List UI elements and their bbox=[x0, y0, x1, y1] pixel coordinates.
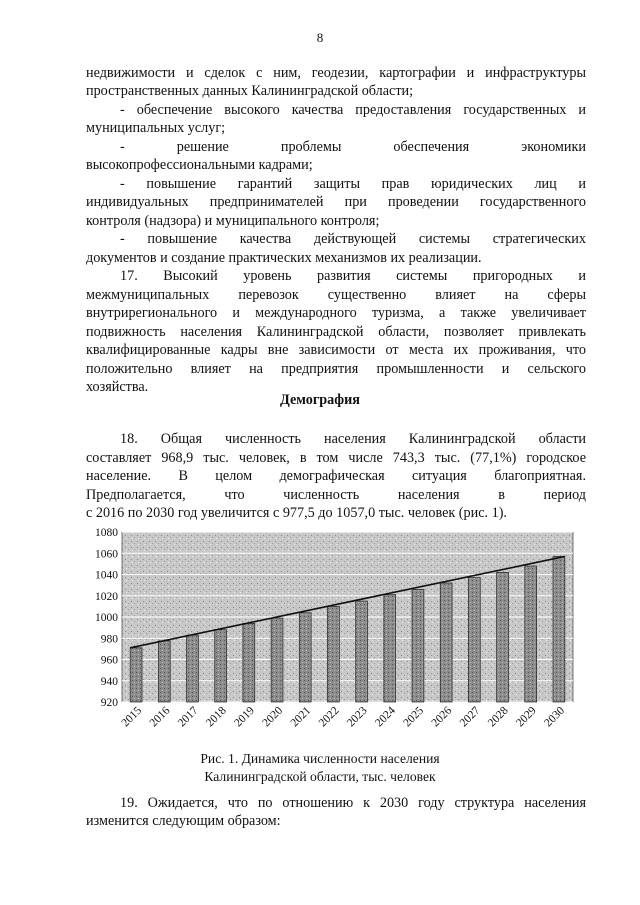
bar bbox=[440, 583, 452, 702]
list-item-line: - повышение качества действующей системы стратегических bbox=[120, 231, 586, 247]
body-line: пространственных данных Калининградской области; bbox=[86, 83, 414, 99]
x-tick-label: 2023 bbox=[344, 704, 370, 730]
body-line: с 2016 по 2030 год увеличится с 977,5 до 1057,0 тыс. человек (рис. 1). bbox=[86, 505, 507, 521]
body-line: документов и создание практических механизмов их реализации. bbox=[86, 250, 482, 266]
x-tick-label: 2016 bbox=[147, 704, 173, 730]
x-tick-label: 2028 bbox=[485, 704, 511, 730]
body-line: контроля (надзора) и муниципального контроля; bbox=[86, 213, 380, 229]
body-line: индивидуальных предпринимателей при проведении государственного bbox=[86, 194, 586, 210]
x-tick-label: 2021 bbox=[288, 704, 314, 730]
body-line: хозяйства. bbox=[86, 379, 149, 395]
figure-caption bbox=[0, 750, 640, 786]
bar bbox=[271, 618, 283, 702]
bar bbox=[468, 578, 480, 702]
body-line: внутрирегионального и международного туризма, а также увеличивает bbox=[86, 305, 586, 321]
body-line: недвижимости и сделок с ним, геодезии, картографии и инфраструктуры bbox=[86, 65, 586, 81]
body-line: межмуниципальных перевозок существенно влияет на сферы bbox=[86, 287, 586, 303]
x-tick-label: 2024 bbox=[373, 704, 398, 730]
bar bbox=[412, 589, 424, 702]
x-tick-label: 2018 bbox=[204, 704, 229, 730]
y-tick-label: 980 bbox=[100, 633, 118, 646]
y-tick-label: 1020 bbox=[95, 590, 118, 603]
y-tick-label: 940 bbox=[100, 675, 118, 688]
body-line: население. В целом демографическая ситуация благоприятная. bbox=[86, 468, 586, 484]
list-item-line: - повышение гарантий защиты прав юридических лиц и bbox=[120, 176, 586, 192]
bar bbox=[299, 613, 311, 702]
population-bar-chart bbox=[88, 528, 583, 740]
body-line: положительно влияет на предприятия промышленности и сельского bbox=[86, 361, 586, 377]
page-number: 8 bbox=[316, 30, 324, 45]
x-tick-label: 2015 bbox=[119, 704, 145, 730]
body-line: изменится следующим образом: bbox=[86, 813, 281, 829]
caption-line-2: Калининградской области, тыс. человек bbox=[204, 769, 436, 784]
x-tick-label: 2030 bbox=[542, 704, 568, 730]
x-tick-label: 2022 bbox=[316, 704, 342, 730]
x-tick-label: 2020 bbox=[260, 704, 286, 730]
population-chart bbox=[88, 528, 583, 740]
body-line: высокопрофессиональными кадрами; bbox=[86, 157, 313, 173]
bar bbox=[553, 556, 565, 702]
bar bbox=[327, 606, 339, 702]
y-tick-label: 1000 bbox=[95, 612, 118, 624]
y-tick-label: 920 bbox=[100, 697, 118, 709]
paragraph-first-line: 19. Ожидается, что по отношению к 2030 году структура населения bbox=[120, 795, 586, 811]
caption-line-1: Рис. 1. Динамика численности населения bbox=[200, 751, 440, 766]
body-line: составляет 968,9 тыс. человек, в том числе 743,3 тыс. (77,1%) городское bbox=[86, 450, 586, 466]
bar bbox=[497, 572, 509, 702]
x-tick-label: 2029 bbox=[514, 704, 539, 730]
list-item-line: - обеспечение высокого качества предоставления государственных и bbox=[120, 102, 586, 118]
section-heading: Демография bbox=[280, 392, 360, 408]
bar bbox=[187, 635, 199, 702]
y-tick-label: 1040 bbox=[95, 569, 118, 582]
y-tick-label: 960 bbox=[100, 654, 118, 667]
bar bbox=[130, 648, 142, 702]
x-tick-label: 2026 bbox=[429, 704, 455, 730]
list-item-line: - решение проблемы обеспечения экономики bbox=[120, 139, 586, 155]
body-line: квалифицированные кадры вне зависимости от места их проживания, что bbox=[86, 342, 586, 358]
bar bbox=[525, 566, 537, 702]
x-tick-label: 2019 bbox=[232, 704, 257, 730]
y-tick-label: 1060 bbox=[95, 548, 118, 561]
bar bbox=[215, 630, 227, 702]
x-tick-label: 2027 bbox=[457, 704, 483, 730]
bar bbox=[158, 641, 170, 702]
bar bbox=[243, 623, 255, 702]
bar bbox=[384, 595, 396, 702]
body-line: подвижность населения Калининградской области, позволяет привлекать bbox=[86, 324, 586, 340]
x-tick-label: 2017 bbox=[175, 704, 201, 730]
paragraph-first-line: 17. Высокий уровень развития системы пригородных и bbox=[120, 268, 586, 284]
body-line: муниципальных услуг; bbox=[86, 120, 226, 136]
body-line: Предполагается, что численность населения в период bbox=[86, 487, 586, 503]
y-tick-label: 1080 bbox=[95, 528, 118, 539]
bar bbox=[356, 601, 368, 702]
paragraph-first-line: 18. Общая численность населения Калининградской области bbox=[120, 431, 586, 447]
x-tick-label: 2025 bbox=[401, 704, 427, 730]
